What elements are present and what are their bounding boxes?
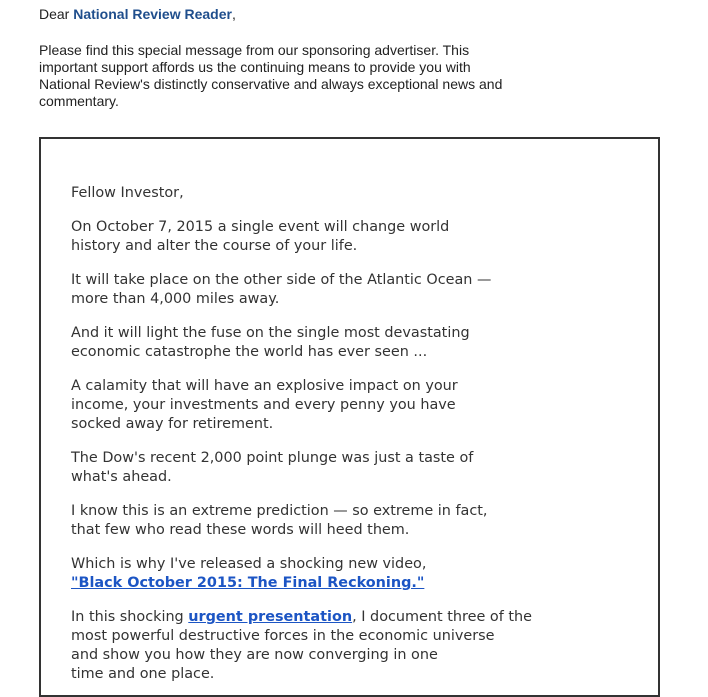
sponsor-intro [39, 6, 559, 110]
ad-paragraph-5 [71, 449, 571, 487]
sponsor-note [39, 42, 559, 110]
ad-text-line: income, your investments and every penny you have [71, 397, 456, 413]
ad-text-fragment: , I document three of the [352, 609, 532, 625]
video-link[interactable]: "Black October 2015: The Final Reckoning." [71, 575, 425, 591]
ad-text-fragment: In this shocking [71, 609, 189, 625]
ad-paragraph-7 [71, 555, 571, 593]
advertisement-content [71, 184, 571, 697]
ad-text-line: It will take place on the other side of the Atlantic Ocean — [71, 272, 492, 288]
salutation: Fellow Investor, [71, 185, 184, 201]
ad-paragraph-1 [71, 218, 571, 256]
ad-text-line: history and alter the course of your life. [71, 238, 358, 254]
sponsor-note-line: Please find this special message from our sponsoring advertiser. This [39, 42, 470, 58]
ad-text-line: Which is why I've released a shocking new video, [71, 556, 427, 572]
ad-text-line: On October 7, 2015 a single event will change world [71, 219, 450, 235]
ad-paragraph-2 [71, 271, 571, 309]
sponsor-note-line: commentary. [39, 93, 119, 109]
ad-text-line: what's ahead. [71, 469, 172, 485]
ad-text-line: The Dow's recent 2,000 point plunge was just a taste of [71, 450, 474, 466]
reader-name: National Review Reader [73, 6, 232, 22]
advertisement-box [39, 137, 660, 697]
ad-paragraph-3 [71, 324, 571, 362]
ad-text-line: time and one place. [71, 666, 215, 682]
greeting-suffix: , [231, 6, 236, 22]
ad-text-line: And it will light the fuse on the single most devastating [71, 325, 470, 341]
greeting [39, 6, 559, 23]
ad-text-line [71, 608, 571, 627]
presentation-link[interactable]: urgent presentation [188, 609, 353, 625]
ad-paragraph-8 [71, 608, 571, 684]
video-link-line [71, 574, 571, 593]
ad-text-line: most powerful destructive forces in the economic universe [71, 628, 495, 644]
ad-text-line: more than 4,000 miles away. [71, 291, 280, 307]
sponsor-note-line: National Review's distinctly conservative and always exceptional news and [39, 76, 503, 92]
sponsor-note-line: important support affords us the continuing means to provide you with [39, 59, 471, 75]
ad-text-line: economic catastrophe the world has ever seen ... [71, 344, 428, 360]
ad-text-line: socked away for retirement. [71, 416, 274, 432]
greeting-prefix: Dear [39, 6, 74, 22]
ad-text-line: that few who read these words will heed them. [71, 522, 410, 538]
ad-text-line: I know this is an extreme prediction — so extreme in fact, [71, 503, 488, 519]
ad-text-line: and show you how they are now converging in one [71, 647, 438, 663]
ad-paragraph-4 [71, 377, 571, 434]
ad-text-line: A calamity that will have an explosive impact on your [71, 378, 458, 394]
ad-paragraph-6 [71, 502, 571, 540]
